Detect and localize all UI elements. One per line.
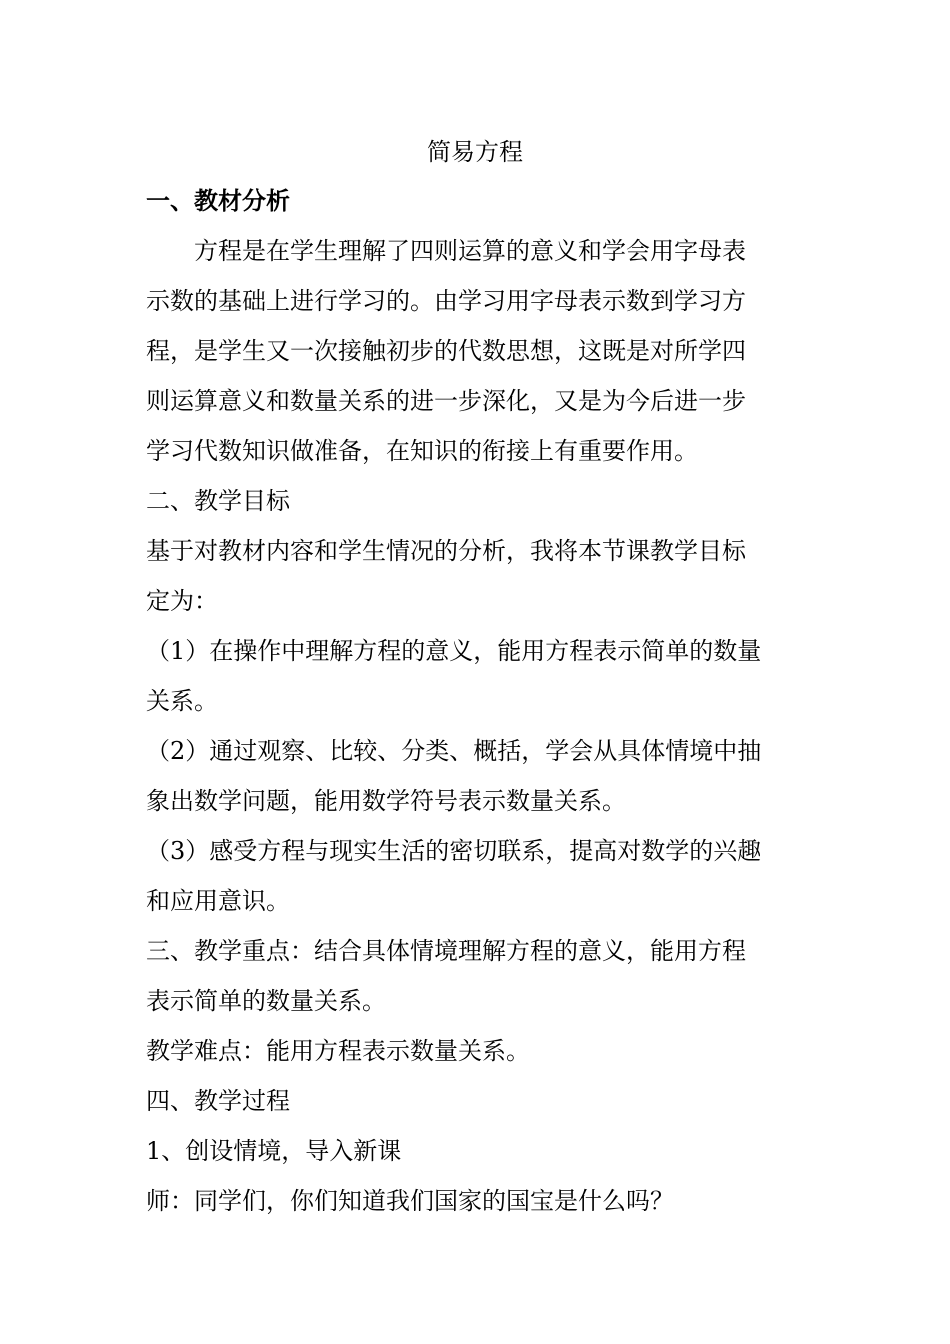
- paragraph-line: 方程是在学生理解了四则运算的意义和学会用字母表: [194, 237, 746, 265]
- section4: [146, 1076, 806, 1226]
- section1-heading: [146, 176, 806, 226]
- difficulty-line: 教学难点：能用方程表示数量关系。: [146, 1037, 530, 1065]
- section1-paragraph: [146, 226, 806, 476]
- goal1-line: 关系。: [146, 687, 218, 715]
- paragraph-line: 则运算意义和数量关系的进一步深化，又是为今后进一步: [146, 387, 746, 415]
- paragraph-line: 示数的基础上进行学习的。由学习用字母表示数到学习方: [146, 287, 746, 315]
- goal1-line: （1）在操作中理解方程的意义，能用方程表示简单的数量: [146, 637, 762, 665]
- section2: [146, 476, 806, 926]
- section2-intro-line: 定为：: [146, 587, 218, 615]
- goal3-line: 和应用意识。: [146, 887, 290, 915]
- goal2-line: 象出数学问题，能用数学符号表示数量关系。: [146, 787, 626, 815]
- section4-heading: 四、教学过程: [146, 1087, 290, 1115]
- paragraph-line: 学习代数知识做准备，在知识的衔接上有重要作用。: [146, 437, 698, 465]
- section1-heading-text: 一、教材分析: [146, 186, 290, 215]
- goal2-line: （2）通过观察、比较、分类、概括，学会从具体情境中抽: [146, 737, 762, 765]
- document-title: 简易方程: [427, 138, 523, 166]
- key-point-line: 三、教学重点：结合具体情境理解方程的意义，能用方程: [146, 937, 746, 965]
- key-point-line: 表示简单的数量关系。: [146, 987, 386, 1015]
- section2-intro-line: 基于对教材内容和学生情况的分析，我将本节课教学目标: [146, 537, 746, 565]
- section3: [146, 926, 806, 1076]
- goal3-line: （3）感受方程与现实生活的密切联系，提高对数学的兴趣: [146, 837, 762, 865]
- paragraph-line: 程，是学生又一次接触初步的代数思想，这既是对所学四: [146, 337, 746, 365]
- section2-heading: 二、教学目标: [146, 487, 290, 515]
- step1-line: 1、创设情境，导入新课: [146, 1137, 402, 1165]
- teacher-line: 师：同学们，你们知道我们国家的国宝是什么吗？: [146, 1187, 674, 1215]
